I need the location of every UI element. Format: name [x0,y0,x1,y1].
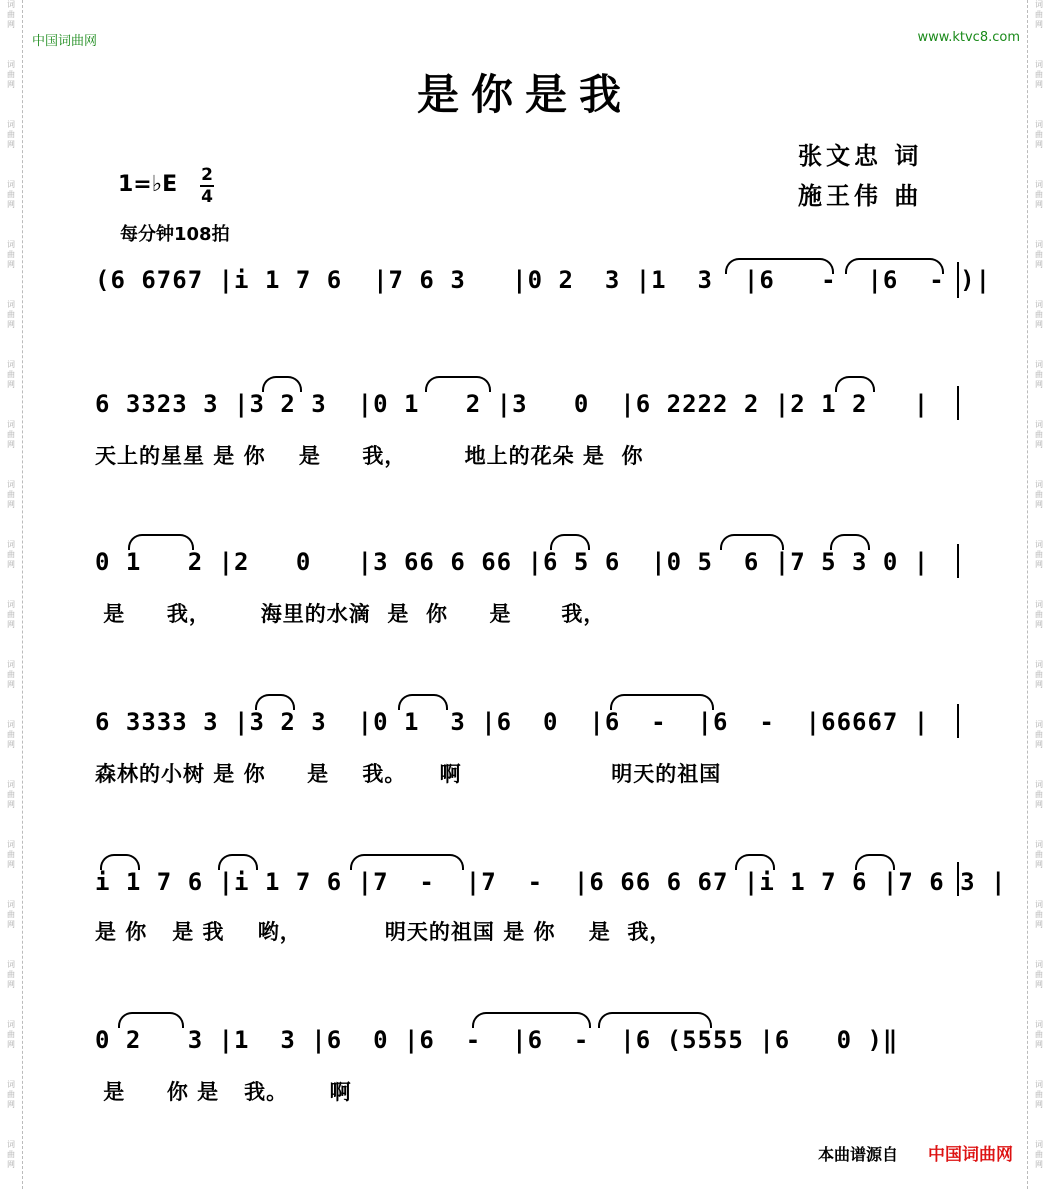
key-signature: 1=♭E [118,172,178,197]
watermark-text: 词 曲 网 [7,840,15,869]
watermark-text: 词 曲 网 [7,1020,15,1049]
watermark-text: 词 曲 网 [7,960,15,989]
watermark-text: 词 曲 网 [7,600,15,629]
watermark-text: 词 曲 网 [1035,600,1043,629]
time-signature-bottom: 4 [201,187,213,207]
watermark-text: 词 曲 网 [1035,780,1043,809]
watermark-text: 词 曲 网 [7,60,15,89]
watermark-text: 词 曲 网 [7,660,15,689]
watermark-text: 词 曲 网 [1035,420,1043,449]
watermark-text: 词 曲 网 [7,540,15,569]
watermark-text: 词 曲 网 [1035,1020,1043,1049]
watermark-text: 词 曲 网 [1035,60,1043,89]
watermark-text: 词 曲 网 [1035,900,1043,929]
watermark-text: 词 曲 网 [7,420,15,449]
watermark-text: 词 曲 网 [7,0,15,29]
notation-line-6: 0 2 3 |1 3 |6 0 |6 - |6 - |6 (5555 |6 0 )‖ [95,1026,899,1054]
watermark-text: 词 曲 网 [1035,240,1043,269]
watermark-text: 词 曲 网 [7,180,15,209]
watermark-text: 词 曲 网 [1035,300,1043,329]
watermark-text: 词 曲 网 [1035,0,1043,29]
composer-credit: 施王伟 曲 [798,182,923,210]
footer-source-label: 本曲谱源自 [818,1145,899,1164]
watermark-text: 词 曲 网 [1035,840,1043,869]
watermark-text: 词 曲 网 [7,900,15,929]
notation-line-4: 6 3333 3 |3 2 3 |0 1 3 |6 0 |6 - |6 - |66667 | [95,708,930,736]
song-title: 是你是我 [416,70,633,119]
footer-source-site[interactable]: 中国词曲网 [928,1145,1013,1165]
watermark-text: 词 曲 网 [1035,540,1043,569]
watermark-text: 词 曲 网 [7,240,15,269]
watermark-text: 词 曲 网 [1035,120,1043,149]
lyricist-credit: 张文忠 词 [798,142,923,170]
watermark-text: 词 曲 网 [7,480,15,509]
watermark-text: 词 曲 网 [7,720,15,749]
notation-line-5: i 1 7 6 |i 1 7 6 |7 - |7 - |6 66 6 67 |i 1 7 6 |7 6 3 | [95,868,1007,896]
site-name-header[interactable]: 中国词曲网 [32,34,98,49]
lyrics-line-5: 是 你 是 我 哟， 明天的祖国 是 你 是 我， [95,919,672,944]
watermark-text: 词 曲 网 [7,300,15,329]
notation-line-1: (6 6767 |i 1 7 6 |7 6 3 |0 2 3 |1 3 |6 - |6 - )| [95,266,992,294]
lyrics-line-6: 是 你 是 我。 啊 [95,1079,352,1104]
watermark-text: 词 曲 网 [7,120,15,149]
notation-line-2: 6 3323 3 |3 2 3 |0 1 2 |3 0 |6 2222 2 |2 1 2 | [95,390,930,418]
watermark-text: 词 曲 网 [7,1080,15,1109]
watermark-text: 词 曲 网 [7,1140,15,1169]
lyrics-line-2: 天上的星星 是 你 是 我， 地上的花朵 是 你 [95,443,644,468]
watermark-text: 词 曲 网 [7,360,15,389]
tempo-marking: 每分钟108拍 [120,224,230,245]
lyrics-line-3: 是 我， 海里的水滴 是 你 是 我， [95,601,606,626]
watermark-text: 词 曲 网 [1035,720,1043,749]
watermark-text: 词 曲 网 [1035,1140,1043,1169]
lyrics-line-4: 森林的小树 是 你 是 我。 啊 明天的祖国 [95,761,722,786]
watermark-text: 词 曲 网 [1035,480,1043,509]
watermark-text: 词 曲 网 [7,780,15,809]
watermark-text: 词 曲 网 [1035,180,1043,209]
watermark-text: 词 曲 网 [1035,660,1043,689]
watermark-text: 词 曲 网 [1035,1080,1043,1109]
watermark-text: 词 曲 网 [1035,960,1043,989]
watermark-text: 词 曲 网 [1035,360,1043,389]
time-signature-top: 2 [201,165,213,185]
notation-line-3: 0 1 2 |2 0 |3 66 6 66 |6 5 6 |0 5 6 |7 5 3 0 | [95,548,930,576]
site-url-header[interactable]: www.ktvc8.com [917,30,1020,45]
